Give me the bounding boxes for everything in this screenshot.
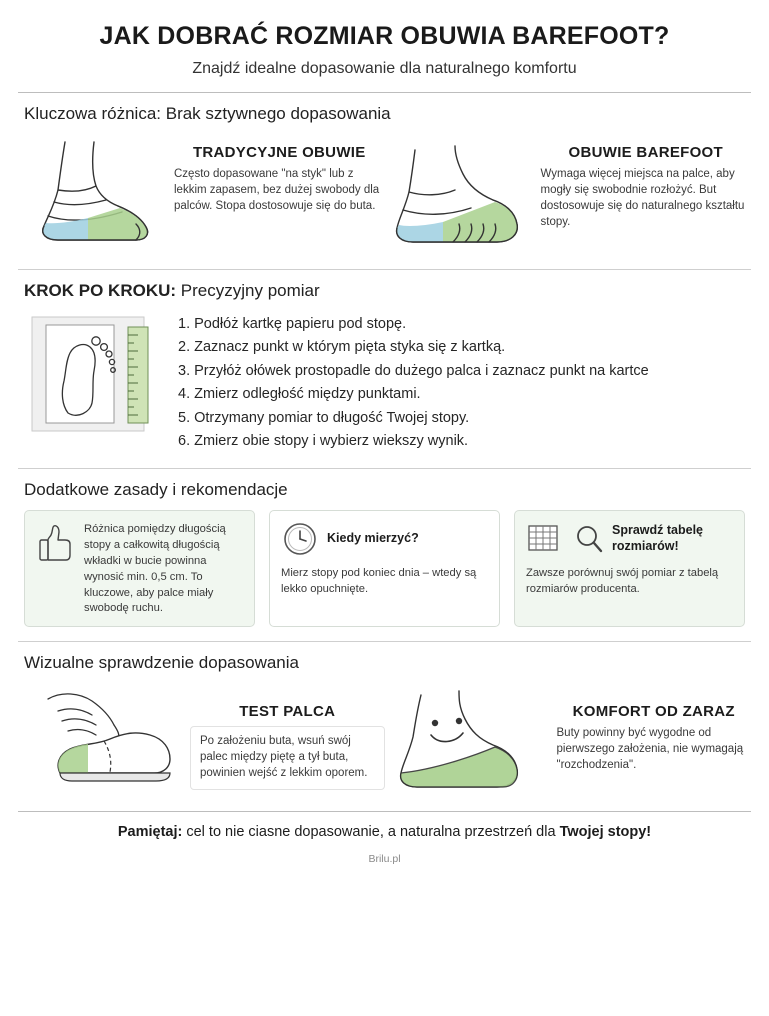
- finger-test-info: [186, 677, 385, 797]
- divider-header: [18, 92, 751, 93]
- tip-card-when-body: Mierz stopy pod koniec dnia – wtedy są lekko opuchnięte.: [281, 566, 477, 595]
- section-1-heading: Kluczowa różnica: Brak sztywnego dopasowania: [24, 104, 391, 123]
- clock-icon: [281, 520, 319, 558]
- finger-test-body: Po założeniu buta, wsuń swój palec między piętę a tył buta, powinien wejść z lekkim oporem.: [200, 735, 368, 780]
- step-item: 3. Przyłóż ołówek prostopadle do dużego palca i zaznacz punkt na kartce: [178, 362, 649, 379]
- tip-card-size-table-body: Zawsze porównuj swój pomiar z tabelą rozmiarów producenta.: [526, 566, 719, 595]
- page-title: JAK DOBRAĆ ROZMIAR OBUWIA BAREFOOT?: [99, 22, 670, 50]
- infographic-page: [0, 22, 769, 1016]
- barefoot-shoe-info: [535, 130, 752, 255]
- tip-card-size-table: [514, 510, 745, 627]
- visual-check-row: [18, 677, 751, 797]
- traditional-shoe-info: [168, 130, 385, 255]
- traditional-foot-icon: [18, 130, 168, 255]
- section-4-heading: Wizualne sprawdzenie dopasowania: [24, 653, 299, 673]
- magnifier-icon: [574, 523, 604, 555]
- traditional-shoe-body: Często dopasowane "na styk" lub z lekkim zapasem, bez dużej swobody dla palców. Stopa dostosowuje się do buta.: [174, 168, 380, 212]
- size-table-icon: [526, 520, 566, 558]
- comfort-info: [553, 677, 752, 797]
- brand-label: Brilu.pl: [368, 853, 401, 866]
- tip-card-size-table-title: Sprawdź tabelę rozmiarów!: [612, 523, 703, 553]
- footer-strong-end: Twojej stopy!: [559, 824, 652, 841]
- traditional-shoe-block: [18, 130, 385, 255]
- step-item: 1. Podłóż kartkę papieru pod stopę.: [178, 316, 407, 332]
- hand-shoe-icon: [18, 677, 186, 797]
- footer-strong-start: Pamiętaj:: [117, 824, 183, 841]
- comfort-title: KOMFORT OD ZARAZ: [572, 703, 735, 721]
- measure-steps-list: [168, 309, 751, 454]
- comparison-row: [18, 130, 751, 255]
- divider-3: [18, 641, 751, 642]
- divider-2: [18, 468, 751, 469]
- step-item: 4. Zmierz odległość między punktami.: [178, 386, 421, 403]
- finger-test-title: TEST PALCA: [239, 703, 336, 721]
- tip-card-when: [269, 510, 500, 627]
- divider-1: [18, 269, 751, 270]
- traditional-shoe-title: TRADYCYJNE OBUWIE: [192, 144, 366, 161]
- thumbs-up-icon: [36, 520, 76, 566]
- measure-steps-row: [18, 309, 751, 454]
- section-2-heading: [24, 281, 751, 301]
- section-2-heading-rest: Precyzyjny pomiar: [176, 281, 320, 300]
- tip-card-when-title: Kiedy mierzyć?: [327, 531, 419, 546]
- footer-middle: cel to nie ciasne dopasowanie, a naturalna przestrzeń dla: [182, 824, 560, 841]
- barefoot-foot-icon: [385, 130, 535, 255]
- step-item: 6. Zmierz obie stopy i wybierz wiekszy wynik.: [178, 433, 469, 450]
- tip-card-insole-body: Różnica pomiędzy długością stopy a całkowitą długością wkładki w bucie powinna wynosić min. 0,5 cm. To kluczowe, aby palce miały swobodę ruchu.: [84, 522, 226, 615]
- page-subtitle: Znajdź idealne dopasowanie dla naturalnego komfortu: [192, 60, 577, 77]
- finger-test-block: [18, 677, 385, 797]
- comfort-body: Buty powinny być wygodne od pierwszego założenia, nie wymagają "rozchodzenia".: [556, 727, 744, 772]
- barefoot-shoe-body: Wymaga więcej miejsca na palce, aby mogły się swobodnie rozłożyć. But dostosowuje się do naturalnego kształtu stopy.: [540, 168, 745, 228]
- tip-card-insole: [24, 510, 255, 627]
- footer-note: [18, 824, 751, 840]
- barefoot-shoe-title: OBUWIE BAREFOOT: [568, 144, 723, 161]
- section-2-heading-strong: KROK PO KROKU:: [24, 281, 177, 300]
- step-item: 5. Otrzymany pomiar to długość Twojej stopy.: [178, 409, 470, 426]
- paper-ruler-icon: [18, 309, 168, 439]
- finger-test-note: [190, 726, 385, 790]
- comfort-block: [385, 677, 752, 797]
- step-item: 2. Zaznacz punkt w którym pięta styka się z kartką.: [178, 339, 506, 356]
- section-3-heading: Dodatkowe zasady i rekomendacje: [24, 479, 288, 499]
- tips-cards: [18, 510, 751, 627]
- divider-4: [18, 811, 751, 812]
- barefoot-shoe-block: [385, 130, 752, 255]
- smiling-foot-icon: [385, 677, 553, 797]
